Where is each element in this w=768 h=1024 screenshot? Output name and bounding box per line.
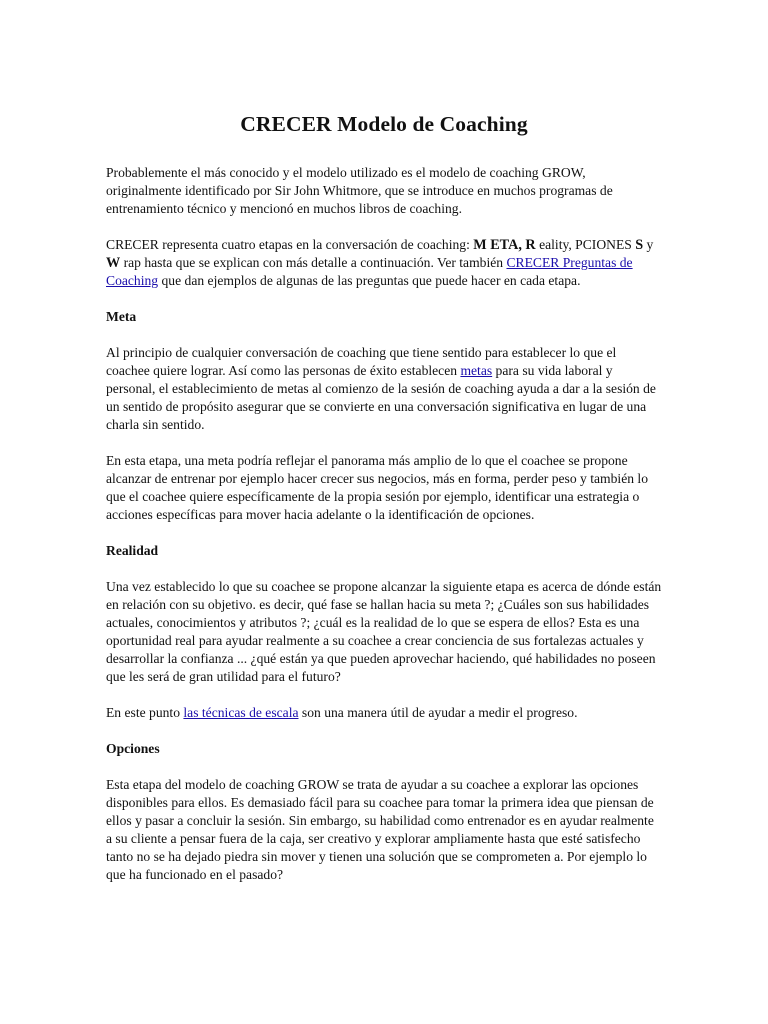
metas-link[interactable]: metas	[460, 363, 493, 378]
text-run: En este punto	[106, 705, 184, 720]
text-run: para su vida laboral y personal, el establecimiento de metas al comienzo de la sesión de coaching ayuda a dar a la sesión de un sentido de propósito asegurar que se convierte en una conversación significativa en lugar de una charla sin sentido.	[106, 363, 656, 432]
realidad-paragraph-1: Una vez establecido lo que su coachee se propone alcanzar la siguiente etapa es acerca de dónde están en relación con su objetivo. es decir, qué fase se hallan hacia su meta ?; ¿Cuáles son sus habilidades actuales, conocimientos y atributos ?; ¿cuál es la realidad de lo que se espera de ellos? Esta es una oportunidad real para ayudar realmente a su coachee a crear conciencia de sus fortalezas actuales y desarrollar la confianza ... ¿qué están ya que pueden aprovechar haciendo, qué habilidades no poseen que les será de gran utilidad para el futuro?	[106, 579, 662, 684]
meta-paragraph-1	[106, 344, 662, 434]
text-run: son una manera útil de ayudar a medir el progreso.	[298, 705, 578, 720]
section-heading-realidad: Realidad	[106, 543, 159, 558]
bold-run: S	[635, 237, 644, 253]
text-run: y	[643, 237, 654, 252]
text-run: Al principio de cualquier conversación de coaching que tiene sentido para establecer lo que el coachee quiere lograr. Así como las personas de éxito establecen	[106, 345, 617, 378]
meta-paragraph-2: En esta etapa, una meta podría reflejar el panorama más amplio de lo que el coachee se propone alcanzar de entrenar por ejemplo hacer crecer sus negocios, más en forma, perder peso y también lo que el coachee quiere específicamente de la propia sesión por ejemplo, identificar una estrategia o acciones específicas para mover hacia adelante o la identificación de opciones.	[106, 453, 648, 522]
opciones-paragraph-1: Esta etapa del modelo de coaching GROW se trata de ayudar a su coachee a explorar las opciones disponibles para ellos. Es demasiado fácil para su coachee para tomar la primera idea que piensan de ellos y pasar a concluir la sesión. Sin embargo, su habilidad como entrenador es en ayudar realmente a su cliente a pensar fuera de la caja, ser creativo y explorar ampliamente hasta que esté satisfecho tanto no se ha dejado piedra sin mover y tienen una solución que se comprometen a. Por ejemplo lo que ha funcionado en el pasado?	[106, 777, 654, 882]
document-content	[106, 110, 662, 902]
bold-run: W	[106, 255, 121, 271]
text-run: rap hasta que se explican con más detalle a continuación. Ver también	[120, 255, 507, 270]
realidad-paragraph-2	[106, 704, 662, 722]
text-run: que dan ejemplos de algunas de las preguntas que puede hacer en cada etapa.	[158, 273, 581, 288]
scaling-techniques-link[interactable]: las técnicas de escala	[183, 705, 299, 720]
text-run: CRECER representa cuatro etapas en la conversación de coaching:	[106, 237, 474, 252]
section-heading-meta: Meta	[106, 309, 137, 324]
grow-definition-paragraph	[106, 236, 662, 290]
section-heading-opciones: Opciones	[106, 741, 160, 756]
text-run: eality, PCIONES	[535, 237, 636, 252]
intro-paragraph: Probablemente el más conocido y el modelo utilizado es el modelo de coaching GROW, originalmente identificado por Sir John Whitmore, que se introduce en muchos programas de entrenamiento técnico y mencionó en muchos libros de coaching.	[106, 165, 613, 216]
grow-questions-link[interactable]: CRECER Preguntas de Coaching	[106, 255, 633, 288]
page-title: CRECER Modelo de Coaching	[240, 112, 528, 136]
bold-run: M ETA, R	[473, 237, 536, 253]
